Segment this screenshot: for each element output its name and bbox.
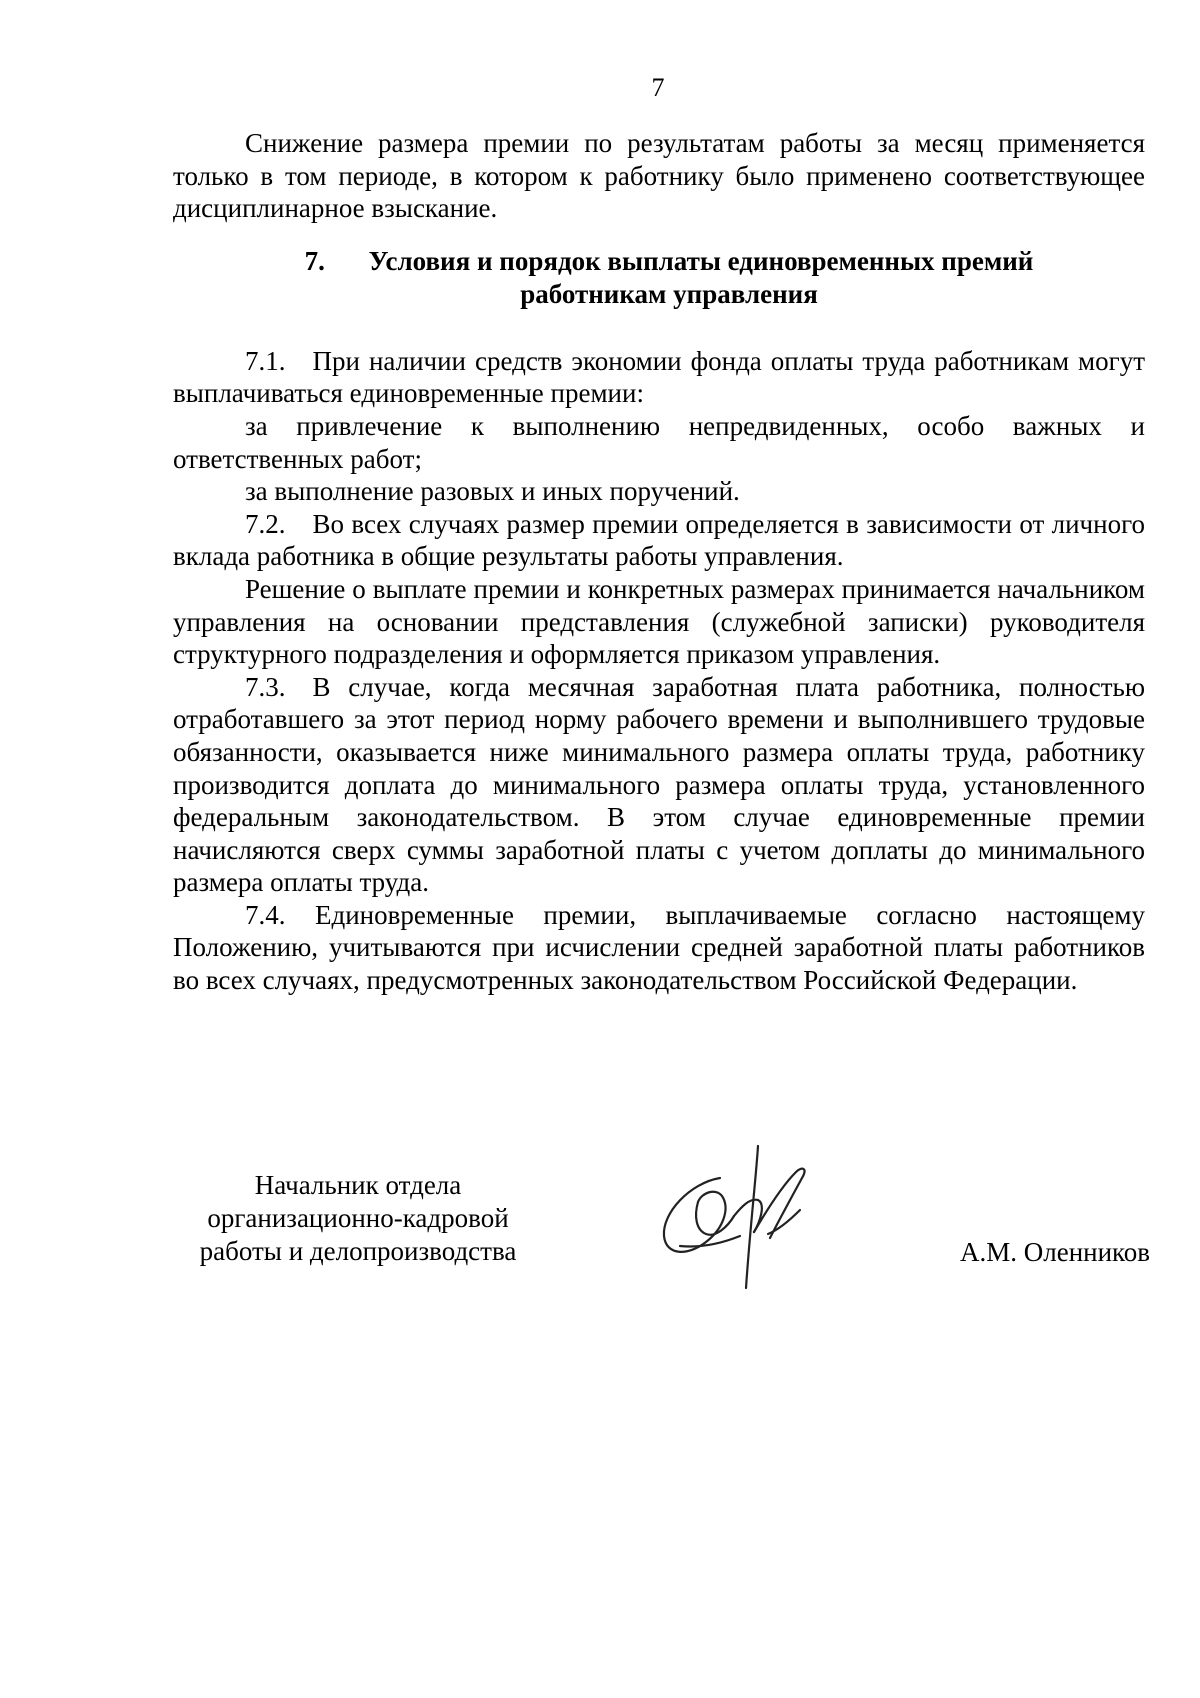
section-number: 7.: [304, 245, 325, 276]
paragraph-7-1: 7.1. При наличии средств экономии фонда оплаты труда работникам могут выплачиваться единовременные премии:: [173, 345, 1145, 409]
paragraph-7-1-item-2: за выполнение разовых и иных поручений.: [245, 476, 740, 507]
signatory-position-line3: работы и делопроизводства: [199, 1236, 517, 1266]
signatory-position-line1: Начальник отдела: [254, 1170, 462, 1200]
paragraph-7-4: 7.4. Единовременные премии, выплачиваемые согласно настоящему Положению, учитываются при исчислении средней заработной платы работников во всех случаях, предусмотренных законодательством Российской Федерации.: [173, 899, 1145, 996]
paragraph-7-2: 7.2. Во всех случаях размер премии определяется в зависимости от личного вклада работника в общие результаты работы управления.: [173, 508, 1145, 572]
paragraph-7-1-item-1: за привлечение к выполнению непредвиденных, особо важных и ответственных работ;: [173, 410, 1145, 474]
document-body: [173, 127, 1145, 997]
page-number: 7: [651, 73, 665, 102]
paragraph-7-2-decision: Решение о выплате премии и конкретных размерах принимается начальником управления на основании представления (служебной записки) руководителя структурного подразделения и оформляется приказом управления.: [173, 573, 1145, 670]
section-title-line2: работникам управления: [520, 278, 818, 309]
signatory-name: А.М. Оленников: [960, 1237, 1151, 1267]
handwritten-signature: [650, 1138, 830, 1298]
section-heading: [173, 245, 1145, 311]
paragraph-penalty-reduction: Снижение размера премии по результатам работы за месяц применяется только в том периоде, в котором к работнику было применено соответствующее дисциплинарное взыскание.: [173, 128, 1145, 224]
signatory-position-line2: организационно-кадровой: [207, 1203, 509, 1233]
signatory-position: [178, 1169, 538, 1268]
section-title-line1: Условия и порядок выплаты единовременных премий: [368, 245, 1034, 276]
section-heading-line1: [193, 245, 1145, 278]
paragraph-7-3: 7.3. В случае, когда месячная заработная плата работника, полностью отработавшего за этот период норму рабочего времени и выполнившего трудовые обязанности, оказывается ниже минимального размера оплаты труда, работнику производится доплата до минимального размера оплаты труда, установленного федеральным законодательством. В этом случае единовременные премии начисляются сверх суммы заработной платы с учетом доплаты до минимального размера оплаты труда.: [173, 671, 1145, 898]
